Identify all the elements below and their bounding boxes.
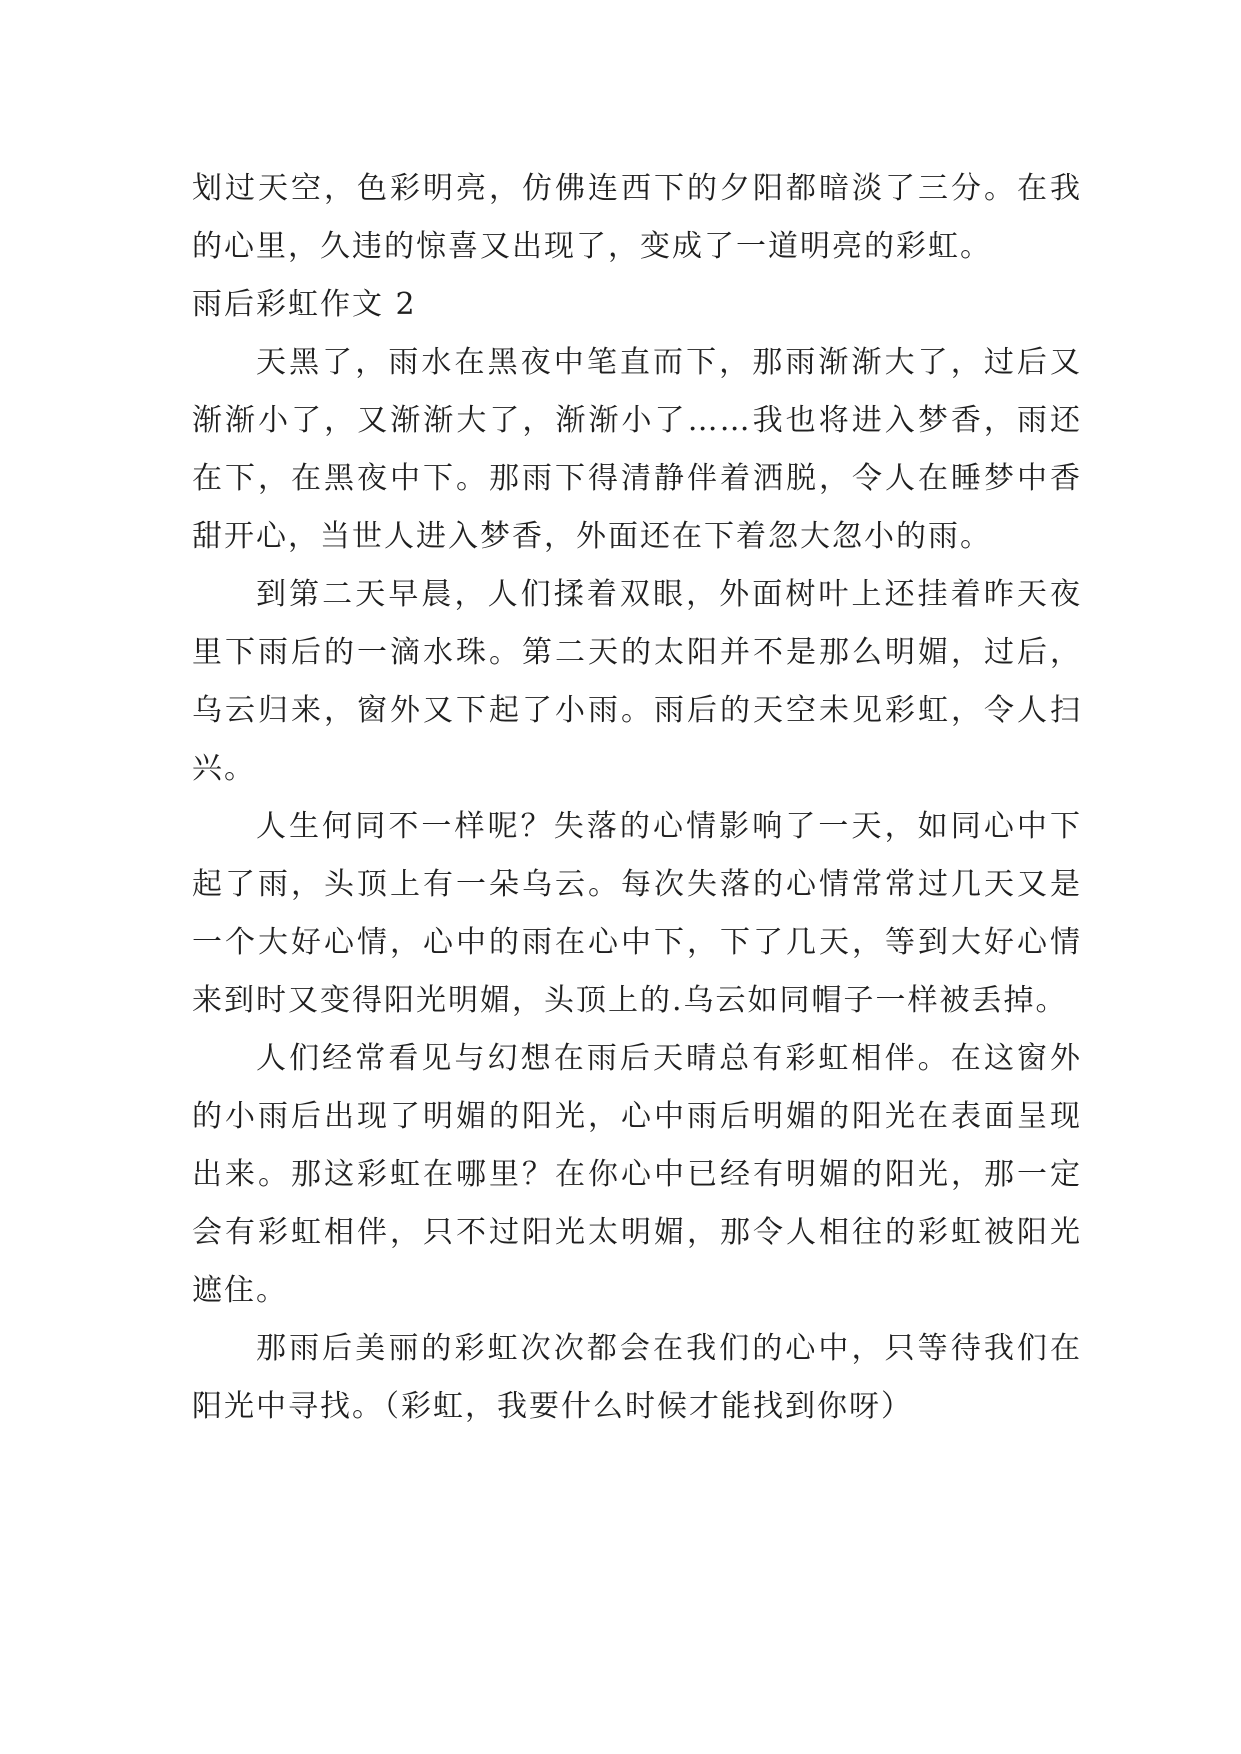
paragraph-1: 天黑了，雨水在黑夜中笔直而下，那雨渐渐大了，过后又渐渐小了，又渐渐大了，渐渐小了……我也将进入梦香，雨还在下，在黑夜中下。那雨下得清静伴着洒脱，令人在睡梦中香甜开心，当世人进入梦香，外面还在下着忽大忽小的雨。 — [192, 345, 1082, 554]
paragraph-4: 人们经常看见与幻想在雨后天晴总有彩虹相伴。在这窗外的小雨后出现了明媚的阳光，心中雨后明媚的阳光在表面呈现出来。那这彩虹在哪里？在你心中已经有明媚的阳光，那一定会有彩虹相伴，只不过阳光太明媚，那令人相往的彩虹被阳光遮住。 — [192, 1041, 1082, 1308]
article-body — [192, 160, 1082, 1436]
section-title: 雨后彩虹作文 2 — [192, 287, 417, 322]
paragraph-2: 到第二天早晨，人们揉着双眼，外面树叶上还挂着昨天夜里下雨后的一滴水珠。第二天的太阳并不是那么明媚，过后，乌云归来，窗外又下起了小雨。雨后的天空未见彩虹，令人扫兴。 — [192, 577, 1082, 786]
continuation-paragraph: 划过天空，色彩明亮，仿佛连西下的夕阳都暗淡了三分。在我的心里，久违的惊喜又出现了，变成了一道明亮的彩虹。 — [192, 171, 1082, 264]
paragraph-3: 人生何同不一样呢？失落的心情影响了一天，如同心中下起了雨，头顶上有一朵乌云。每次失落的心情常常过几天又是一个大好心情，心中的雨在心中下，下了几天，等到大好心情来到时又变得阳光明媚，头顶上的.乌云如同帽子一样被丢掉。 — [192, 809, 1082, 1018]
paragraph-5: 那雨后美丽的彩虹次次都会在我们的心中，只等待我们在阳光中寻找。（彩虹，我要什么时候才能找到你呀） — [192, 1331, 1082, 1424]
